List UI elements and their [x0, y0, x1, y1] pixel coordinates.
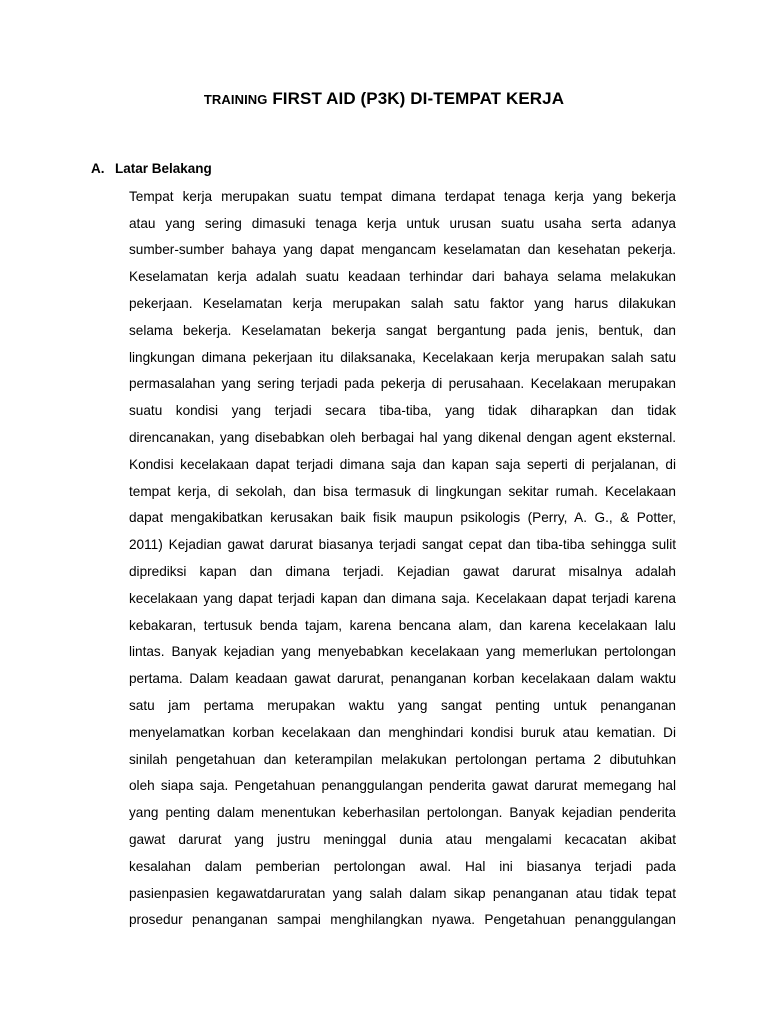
paragraph-line: atau yang sering dimasuki tenaga kerja untuk urusan suatu usaha serta adanya — [129, 215, 676, 231]
paragraph-line: prosedur penanganan sampai menghilangkan nyawa. Pengetahuan penanggulangan — [129, 912, 676, 928]
paragraph-line: lingkungan dimana pekerjaan itu dilaksanaka, Kecelakaan kerja merupakan salah satu — [129, 349, 676, 365]
paragraph-line: direncanakan, yang disebabkan oleh berbagai hal yang dikenal dengan agent eksternal. — [129, 429, 676, 445]
paragraph-line: 2011) Kejadian gawat darurat biasanya terjadi sangat cepat dan tiba-tiba sehingga sulit — [129, 537, 676, 553]
paragraph-line: permasalahan yang sering terjadi pada pekerja di perusahaan. Kecelakaan merupakan — [129, 376, 676, 392]
paragraph-line: menyelamatkan korban kecelakaan dan menghindari kondisi buruk atau kematian. Di — [129, 724, 676, 740]
title-main: FIRST AID (P3K) DI-TEMPAT KERJA — [272, 89, 565, 108]
section-title: Latar Belakang — [115, 161, 212, 176]
paragraph-line: pertama. Dalam keadaan gawat darurat, penanganan korban kecelakaan dalam waktu — [129, 671, 676, 687]
paragraph-line: kebakaran, tertusuk benda tajam, karena bencana alam, dan karena kecelakaan lalu — [129, 617, 676, 633]
paragraph-line: selama bekerja. Keselamatan bekerja sangat bergantung pada jenis, bentuk, dan — [129, 322, 676, 338]
paragraph-line: pasienpasien kegawatdaruratan yang salah dalam sikap penanganan atau tidak tepat — [129, 885, 676, 901]
paragraph-line: oleh siapa saja. Pengetahuan penanggulangan penderita gawat darurat memegang hal — [129, 778, 676, 794]
paragraph-line: sumber-sumber bahaya yang dapat mengancam keselamatan dan kesehatan pekerja. — [129, 242, 676, 258]
paragraph-line: Tempat kerja merupakan suatu tempat dimana terdapat tenaga kerja yang bekerja — [129, 188, 676, 204]
paragraph-line: sinilah pengetahuan dan keterampilan melakukan pertolongan pertama 2 dibutuhkan — [129, 751, 676, 767]
paragraph-line: gawat darurat yang justru meninggal dunia atau mengalami kecacatan akibat — [129, 831, 676, 847]
paragraph-line: pekerjaan. Keselamatan kerja merupakan salah satu faktor yang harus dilakukan — [129, 295, 676, 311]
paragraph-line: suatu kondisi yang terjadi secara tiba-tiba, yang tidak diharapkan dan tidak — [129, 403, 676, 419]
title-prefix: TRAINING — [203, 92, 268, 107]
paragraph-line: tempat kerja, di sekolah, dan bisa termasuk di lingkungan sekitar rumah. Kecelakaan — [129, 483, 676, 499]
paragraph-line: lintas. Banyak kejadian yang menyebabkan kecelakaan yang memerlukan pertolongan — [129, 644, 676, 660]
paragraph-line: kesalahan dalam pemberian pertolongan awal. Hal ini biasanya terjadi pada — [129, 858, 676, 874]
paragraph-line: dapat mengakibatkan kerusakan baik fisik maupun psikologis (Perry, A. G., & Potter, — [129, 510, 676, 526]
paragraph-line: kecelakaan yang dapat terjadi kapan dan dimana saja. Kecelakaan dapat terjadi karena — [129, 590, 676, 606]
body-paragraph — [129, 157, 676, 934]
paragraph-line: Kondisi kecelakaan dapat terjadi dimana saja dan kapan saja seperti di perjalanan, di — [129, 456, 676, 472]
paragraph-line: yang penting dalam menentukan keberhasilan pertolongan. Banyak kejadian penderita — [129, 805, 676, 821]
paragraph-line: diprediksi kapan dan dimana terjadi. Kejadian gawat darurat misalnya adalah — [129, 563, 676, 579]
section-letter: A. — [91, 161, 105, 176]
document-title — [0, 89, 768, 109]
paragraph-line: Keselamatan kerja adalah suatu keadaan terhindar dari bahaya selama melakukan — [129, 269, 676, 285]
paragraph-line — [129, 157, 676, 184]
paragraph-line: satu jam pertama merupakan waktu yang sangat penting untuk penanganan — [129, 697, 676, 713]
